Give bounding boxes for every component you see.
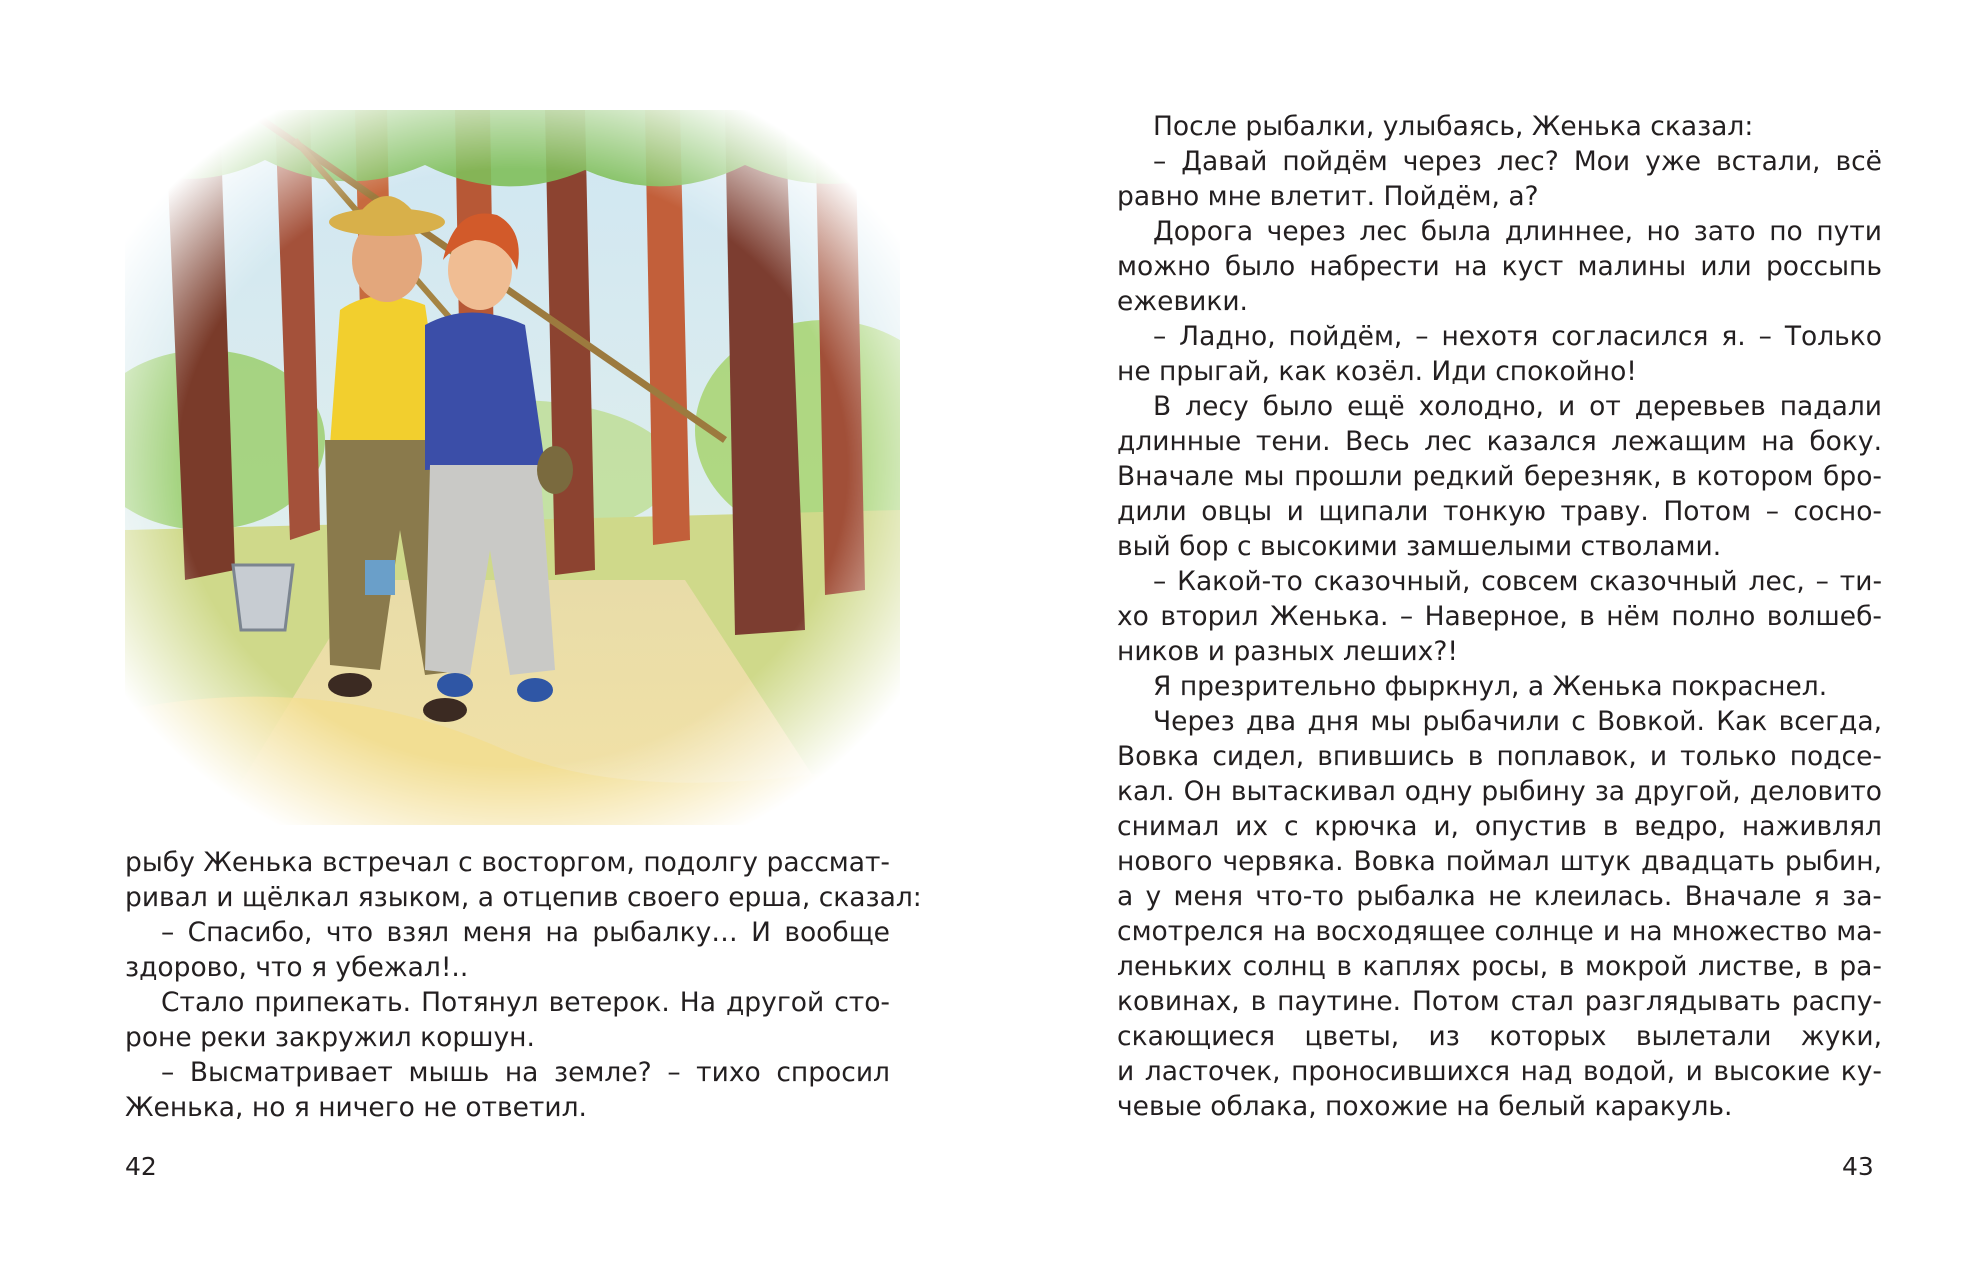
text-line: – Давай пойдём через лес? Мои уже встали, всё — [1153, 146, 1882, 177]
text-line: Дорога через лес была длиннее, но зато по пути — [1153, 216, 1882, 247]
text-line: – Высматривает мышь на земле? – тихо спросил — [161, 1057, 890, 1088]
text-line: смотрелся на восходящее солнце и на множество ма- — [1117, 916, 1882, 947]
text-line: Вовка сидел, впившись в поплавок, и только подсе- — [1117, 741, 1882, 772]
text-line: длинные тени. Весь лес казался лежащим на боку. — [1117, 426, 1882, 457]
text-line: скающиеся цветы, из которых вылетали жуки, — [1117, 1021, 1882, 1052]
page-number-right: 43 — [1842, 1152, 1874, 1181]
text-line: ежевики. — [1117, 286, 1248, 317]
text-line: кал. Он вытаскивал одну рыбину за другой, деловито — [1117, 776, 1882, 807]
text-line: В лесу было ещё холодно, и от деревьев падали — [1153, 391, 1882, 422]
text-line: роне реки закружил коршун. — [125, 1022, 535, 1053]
text-line: равно мне влетит. Пойдём, а? — [1117, 181, 1539, 212]
text-line: вый бор с высокими замшелыми стволами. — [1117, 531, 1722, 562]
text-line: ривал и щёлкал языком, а отцепив своего ерша, сказал: — [125, 882, 922, 913]
text-line: можно было набрести на куст малины или россыпь — [1117, 251, 1882, 282]
text-line: не прыгай, как козёл. Иди спокойно! — [1117, 356, 1637, 387]
text-line: здорово, что я убежал!.. — [125, 952, 469, 983]
watercolor-illustration — [125, 110, 900, 825]
text-line: – Спасибо, что взял меня на рыбалку… И вообще — [161, 917, 890, 948]
text-line: – Какой-то сказочный, совсем сказочный лес, – ти- — [1153, 566, 1882, 597]
text-line: и ласточек, проносившихся над водой, и высокие ку- — [1117, 1056, 1882, 1087]
text-line: а у меня что-то рыбалка не клеилась. Вначале я за- — [1117, 881, 1882, 912]
text-line: – Ладно, пойдём, – нехотя согласился я. – Только — [1153, 321, 1882, 352]
text-line: ковинах, в паутине. Потом стал разглядывать распу- — [1117, 986, 1882, 1017]
text-line: рыбу Женька встречал с восторгом, подолгу рассмат- — [125, 847, 890, 878]
text-line: леньких солнц в каплях росы, в мокрой листве, в ра- — [1117, 951, 1882, 982]
text-line: Стало припекать. Потянул ветерок. На другой сто- — [161, 987, 890, 1018]
text-line: Я презрительно фыркнул, а Женька покраснел. — [1153, 671, 1828, 702]
text-line: хо вторил Женька. – Наверное, в нём полно волшеб- — [1117, 601, 1882, 632]
text-line: дили овцы и щипали тонкую траву. Потом – сосно- — [1117, 496, 1882, 527]
text-line: ников и разных леших?! — [1117, 636, 1459, 667]
text-line: Через два дня мы рыбачили с Вовкой. Как всегда, — [1153, 706, 1882, 737]
right-page — [992, 0, 1984, 1270]
text-line: Вначале мы прошли редкий березняк, в котором бро- — [1117, 461, 1882, 492]
left-page-text — [125, 845, 922, 1125]
text-line: снимал их с крючка и, опустив в ведро, наживлял — [1117, 811, 1882, 842]
page-number-left: 42 — [125, 1152, 157, 1181]
text-line: чевые облака, похожие на белый каракуль. — [1117, 1091, 1733, 1122]
right-page-text — [1117, 109, 1882, 1124]
text-line: нового червяка. Вовка поймал штук двадцать рыбин, — [1117, 846, 1882, 877]
text-line: После рыбалки, улыбаясь, Женька сказал: — [1153, 111, 1754, 142]
text-line: Женька, но я ничего не ответил. — [125, 1092, 587, 1123]
illustration-boys-walking-in-forest — [125, 110, 900, 825]
